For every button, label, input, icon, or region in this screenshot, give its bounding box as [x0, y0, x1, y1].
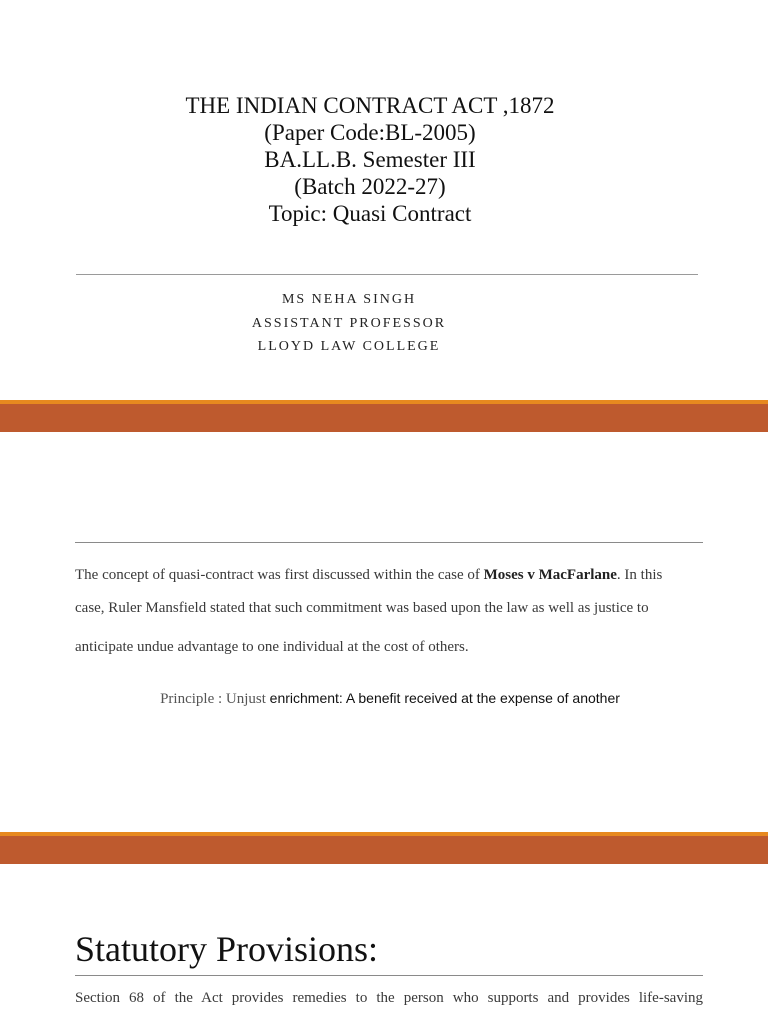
author-institution: LLOYD LAW COLLEGE — [257, 339, 441, 354]
concept-paragraph — [75, 560, 705, 668]
statutory-slide — [0, 865, 768, 1024]
title-batch: (Batch 2022-27) — [294, 174, 446, 199]
statutory-paragraph: Section 68 of the Act provides remedies to the person who supports and provides life-saving — [75, 990, 703, 1006]
concept-slide — [0, 432, 768, 832]
case-name: Moses v MacFarlane — [483, 567, 617, 583]
title-paper-code: (Paper Code:BL-2005) — [264, 120, 476, 145]
principle-line — [0, 690, 768, 708]
title-slide — [0, 0, 768, 400]
title-semester: BA.LL.B. Semester III — [264, 147, 476, 172]
concept-divider — [75, 542, 703, 543]
statutory-heading: Statutory Provisions: — [75, 929, 379, 969]
title-divider — [76, 274, 698, 275]
concept-line-2: case, Ruler Mansfield stated that such commitment was based upon the law as well as justice to — [75, 600, 649, 616]
title-act: THE INDIAN CONTRACT ACT ,1872 — [185, 93, 555, 118]
statutory-divider — [75, 975, 703, 976]
concept-line-1-start: The concept of quasi-contract was first discussed within the case of — [75, 567, 484, 583]
slide-separator-band — [0, 400, 768, 432]
title-block — [0, 92, 740, 227]
slide-separator-band — [0, 832, 768, 864]
author-position: ASSISTANT PROFESSOR — [251, 315, 447, 331]
concept-line-1-end: . In this — [616, 567, 663, 583]
concept-line-3: anticipate undue advantage to one individual at the cost of others. — [75, 639, 469, 655]
concept-line-1 — [75, 560, 705, 590]
author-block — [0, 288, 698, 359]
author-name: MS NEHA SINGH — [281, 292, 417, 307]
principle-label: Principle : Unjust — [160, 691, 270, 707]
principle-text: enrichment: A benefit received at the expense of another — [269, 690, 620, 706]
title-topic: Topic: Quasi Contract — [268, 201, 472, 226]
